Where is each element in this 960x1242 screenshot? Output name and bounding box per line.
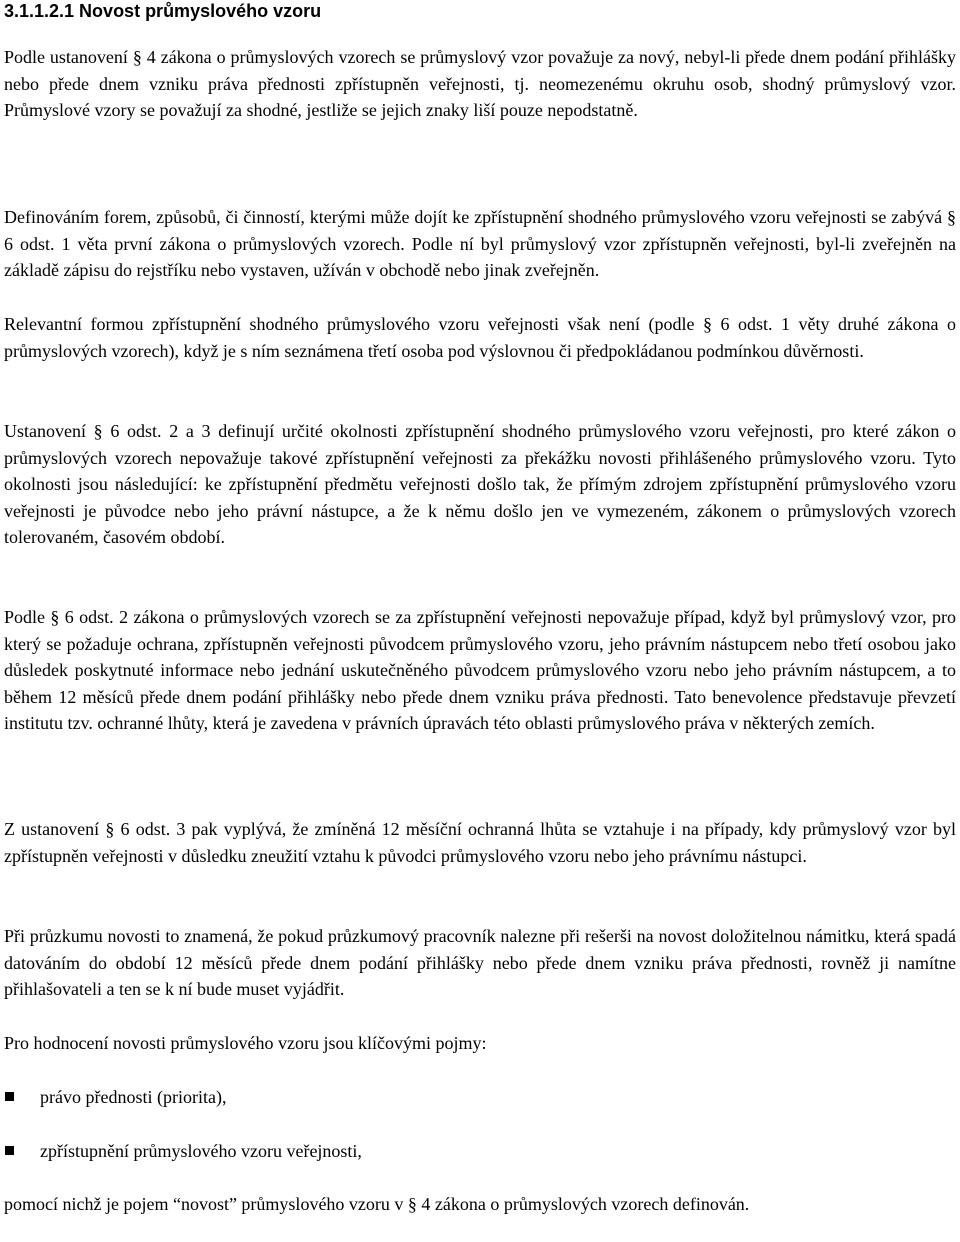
paragraph-text: Při průzkumu novosti to znamená, že pokud průzkumový pracovník nalezne při rešerši na novost doložitelnou námitku, která spadá datováním do období 12 měsíců přede dnem podání přihlášky nebo přede dnem vzniku práva přednosti, rovněž ji namítne přihlašovateli a ten se k ní bude muset vyjádřit. (4, 926, 956, 999)
paragraph-confidentiality (4, 311, 956, 364)
paragraph-grace-period (4, 604, 956, 737)
paragraph-text: Pro hodnocení novosti průmyslového vzoru jsou klíčovými pojmy: (4, 1033, 487, 1053)
list-item (4, 1084, 956, 1110)
list-item (4, 1138, 956, 1164)
paragraph-text: Podle ustanovení § 4 zákona o průmyslových vzorech se průmyslový vzor považuje za nový, nebyl-li přede dnem podání přihlášky nebo přede dnem vzniku práva přednosti zpřístupněn veřejnosti, tj. neomezenému okruhu osob, shodný průmyslový vzor. Průmyslové vzory se považují za shodné, jestliže se jejich znaky liší pouze nepodstatně. (4, 47, 956, 120)
paragraph-closing (4, 1191, 956, 1218)
paragraph-text: Definováním forem, způsobů, či činností, kterými může dojít ke zpřístupnění shodného průmyslového vzoru veřejnosti se zabývá § 6 odst. 1 věta první zákona o průmyslových vzorech. Podle ní byl průmyslový vzor zpřístupněn veřejnosti, byl-li zveřejněn na základě zápisu do rejstříku nebo vystaven, užíván v obchodě nebo jinak zveřejněn. (4, 207, 956, 280)
paragraph-exceptions (4, 418, 956, 551)
paragraph-text: pomocí nichž je pojem “novost” průmyslového vzoru v § 4 zákona o průmyslových vzorech definován. (4, 1194, 750, 1214)
paragraph-examination (4, 923, 956, 1003)
paragraph-key-terms (4, 1030, 956, 1057)
square-bullet-icon (5, 1092, 14, 1101)
document-page (4, 0, 956, 1214)
paragraph-text: Ustanovení § 6 odst. 2 a 3 definují určité okolnosti zpřístupnění shodného průmyslového vzoru veřejnosti, pro které zákon o průmyslových vzorech nepovažuje takové zpřístupnění veřejnosti za překážku novosti přihlášeného průmyslového vzoru. Tyto okolnosti jsou následující: ke zpřístupnění předmětu veřejnosti došlo tak, že přímým zdrojem zpřístupnění průmyslového vzoru veřejnosti je původce nebo jeho právní nástupce, a že k němu došlo jen ve vymezeném, zákonem o průmyslových vzorech tolerovaném, časovém období. (4, 421, 956, 547)
square-bullet-icon (5, 1146, 14, 1155)
paragraph-text: Relevantní formou zpřístupnění shodného průmyslového vzoru veřejnosti však není (podle § 6 odst. 1 věty druhé zákona o průmyslových vzorech), když je s ním seznámena třetí osoba pod výslovnou či předpokládanou podmínkou důvěrnosti. (4, 314, 956, 361)
paragraph-novelty-definition (4, 44, 956, 124)
section-heading: 3.1.1.2.1 Novost průmyslového vzoru (4, 1, 322, 21)
list-item-text: zpřístupnění průmyslového vzoru veřejnosti, (40, 1141, 362, 1161)
paragraph-abuse (4, 816, 956, 869)
paragraph-text: Z ustanovení § 6 odst. 3 pak vyplývá, že zmíněná 12 měsíční ochranná lhůta se vztahuje i na případy, kdy průmyslový vzor byl zpřístupněn veřejnosti v důsledku zneužití vztahu k původci průmyslového vzoru nebo jeho právnímu nástupci. (4, 819, 956, 866)
paragraph-disclosure-forms (4, 204, 956, 284)
list-item-text: právo přednosti (priorita), (40, 1087, 227, 1107)
paragraph-text: Podle § 6 odst. 2 zákona o průmyslových vzorech se za zpřístupnění veřejnosti nepovažuje případ, když byl průmyslový vzor, pro který se požaduje ochrana, zpřístupněn veřejnosti původcem průmyslového vzoru, jeho právním nástupcem nebo třetí osobou jako důsledek poskytnuté informace nebo jednání uskutečněného původcem průmyslového vzoru nebo jeho právním nástupcem, a to během 12 měsíců přede dnem podání přihlášky nebo přede dnem vzniku práva přednosti. Tato benevolence představuje převzetí institutu tzv. ochranné lhůty, která je zavedena v právních úpravách této oblasti průmyslového práva v některých zemích. (4, 607, 956, 733)
